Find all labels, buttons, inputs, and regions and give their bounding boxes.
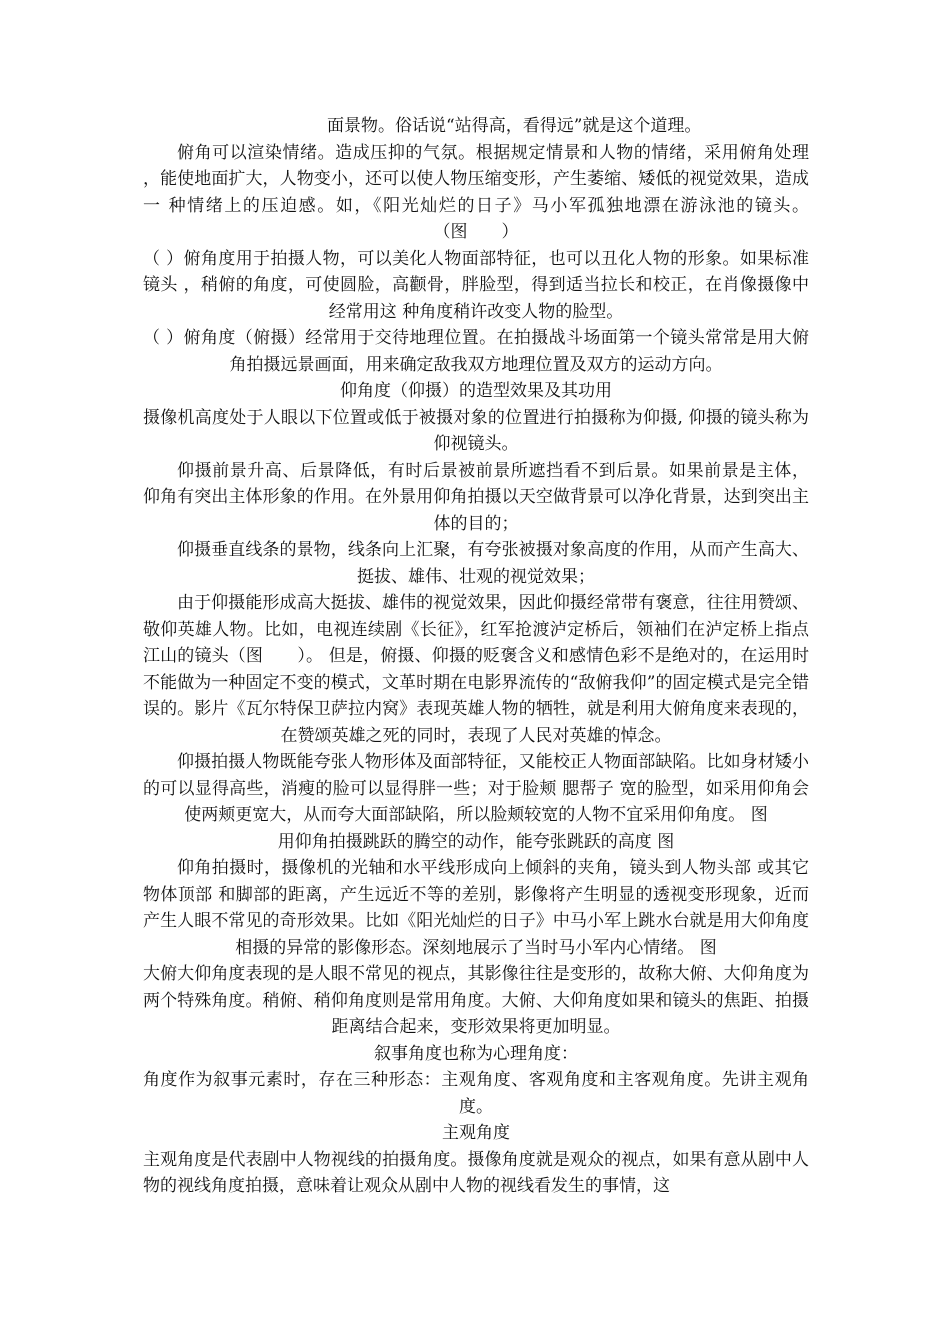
paragraph-13: 角度作为叙事元素时，存在三种形态：主观角度、客观角度和主客观角度。先讲主观角度。 bbox=[143, 1070, 809, 1117]
paragraph-4: （ ）俯角度（俯摄）经常用于交待地理位置。在拍摄战斗场面第一个镜头常常是用大俯角拍摄远景画面，用来确定敌我双方地理位置及双方的运动方向。 bbox=[143, 328, 809, 375]
section-heading-narrative-angle: 叙事角度也称为心理角度： bbox=[374, 1043, 578, 1064]
paragraph-1: 面景物。俗话说“站得高，看得远”就是这个道理。 bbox=[327, 116, 702, 136]
paragraph-12: 大俯大仰角度表现的是人眼不常见的视点，其影像往往是变形的，故称大俯、大仰角度为两个特殊角度。稍俯、稍仰角度则是常用角度。大俯、大仰角度如果和镜头的焦距、拍摄距离结合起来，变形效果将更加明显。 bbox=[143, 964, 809, 1037]
paragraph-11: 仰角拍摄时，摄像机的光轴和水平线形成向上倾斜的夹角，镜头到人物头部 或其它物体顶部 和脚部的距离，产生远近不等的差别，影像将产生明显的透视变形现象，近而产生人眼不常见的奇形效果。比如《阳光灿烂的日子》中马小军上跳水台就是用大仰角度相摄的异常的影像形态。深刻地展示了当时马小军内心情绪。 图 bbox=[143, 858, 809, 958]
paragraph-10: 用仰角拍摄跳跃的腾空的动作，能夸张跳跃的高度 图 bbox=[277, 831, 675, 852]
document-page bbox=[143, 113, 809, 1200]
paragraph-8: 由于仰摄能形成高大挺拔、雄伟的视觉效果，因此仰摄经常带有褒意，往往用赞颂、敬仰英雄人物。比如，电视连续剧《长征》，红军抢渡泸定桥后，领袖们在泸定桥上指点江山的镜头（图 ）。 但是，俯摄、仰摄的贬褒含义和感情色彩不是绝对的，在运用时不能做为一种固定不变的模式，文革时期在电影界流传的“敌俯我仰”的固定模式是完全错误的。影片《瓦尔特保卫萨拉内窝》表现英雄人物的牺牲，就是利用大俯角度来表现的，在赞颂英雄之死的同时，表现了人民对英雄的悼念。 bbox=[143, 593, 809, 746]
paragraph-14: 主观角度是代表剧中人物视线的拍摄角度。摄像角度就是观众的视点，如果有意从剧中人物的视线角度拍摄，意味着让观众从剧中人物的视线看发生的事情，这 bbox=[143, 1149, 809, 1196]
section-heading-upward-angle: 仰角度（仰摄）的造型效果及其功用 bbox=[340, 381, 612, 401]
paragraph-6: 仰摄前景升高、后景降低，有时后景被前景所遮挡看不到后景。如果前景是主体， 仰角有突出主体形象的作用。在外景用仰角拍摄以天空做背景可以净化背景，达到突出主体的目的； bbox=[143, 460, 809, 534]
paragraph-9: 仰摄拍摄人物既能夸张人物形体及面部特征，又能校正人物面部缺陷。比如身材矮小的可以显得高些，消瘦的脸可以显得胖一些；对于脸颊 腮帮子 宽的脸型，如采用仰角会使两颊更宽大，从而夸大面部缺陷，所以脸颊较宽的人物不宜采用仰角度。 图 bbox=[143, 752, 809, 825]
paragraph-3: （ ）俯角度用于拍摄人物，可以美化人物面部特征，也可以丑化人物的形象。如果标准镜头 ，稍俯的角度，可使圆脸，高颧骨，胖脸型，得到适当拉长和校正，在肖像摄像中经常用这 种角度稍许改变人物的脸型。 bbox=[143, 248, 809, 322]
paragraph-2: 俯角可以渲染情绪。造成压抑的气氛。根据规定情景和人物的情绪，采用俯角处理 ，能使地面扩大，人物变小，还可以使人物压缩变形，产生萎缩、矮低的视觉效果，造成一 种情绪上的压迫感。如，《阳光灿烂的日子》马小军孤独地漂在游泳池的镜头。（图 ） bbox=[143, 142, 809, 242]
paragraph-7: 仰摄垂直线条的景物，线条向上汇聚，有夸张被摄对象高度的作用，从而产生高大、挺拔、雄伟、壮观的视觉效果； bbox=[177, 540, 809, 587]
paragraph-5: 摄像机高度处于人眼以下位置或低于被摄对象的位置进行拍摄称为仰摄, 仰摄的镜头称为仰视镜头。 bbox=[143, 407, 809, 454]
section-heading-subjective-angle: 主观角度 bbox=[442, 1123, 510, 1143]
